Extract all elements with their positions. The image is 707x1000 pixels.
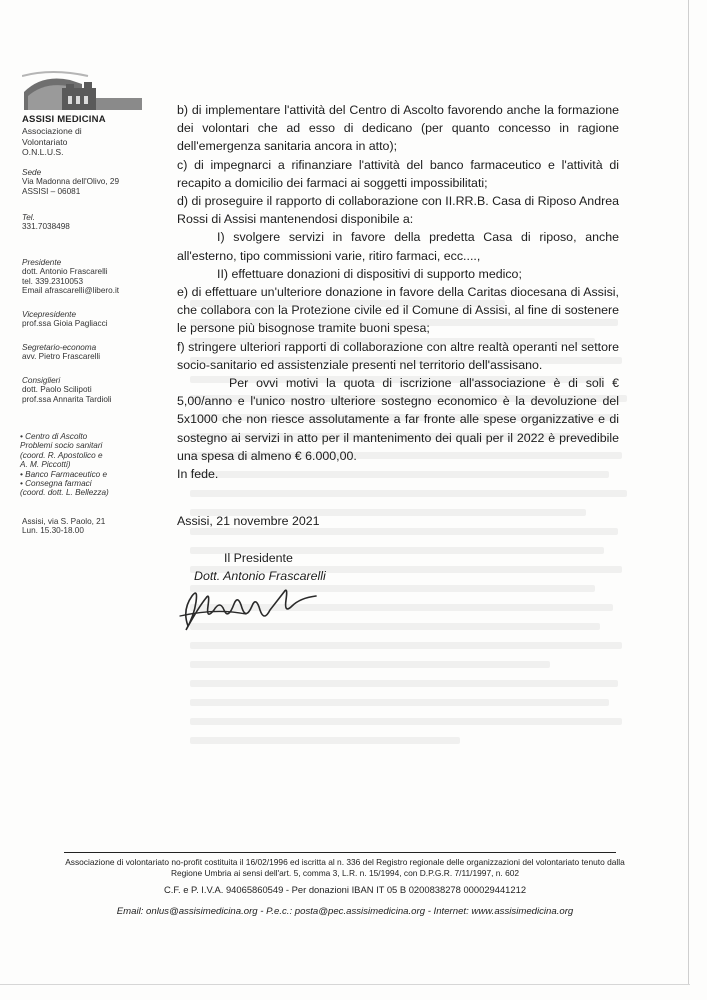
sidebar-note-line: • Consegna farmaci [20,479,92,489]
letter-date: Assisi, 21 novembre 2021 [177,514,320,528]
sidebar-presidente-line: Email afrascarelli@libero.it [22,286,120,296]
paragraph-f: f) stringere ulteriori rapporti di collaborazione con altre realtà operanti nel settore socio-sanitario ed assistenziale presenti nel territorio dell'assisano. [177,339,619,372]
sidebar-tel [22,213,157,232]
letter-body [177,101,619,483]
sidebar-address-line: Lun. 15.30-18.00 [22,526,84,536]
sidebar-tel-title: Tel. [22,213,35,222]
handwritten-signature [176,580,326,638]
sidebar-consiglieri-title: Consiglieri [22,376,61,385]
sidebar-segretario [22,343,157,362]
sidebar-sede-title: Sede [22,168,42,177]
sidebar-consiglieri-line: prof.ssa Annarita Tardioli [22,394,112,404]
sidebar-tel-line: 331.7038498 [22,222,70,232]
sidebar-note-line: A. M. Piccotti) [20,460,71,470]
org-name: ASSISI MEDICINA [22,114,106,125]
sidebar-presidente-line: tel. 339.2310053 [22,276,84,286]
sidebar-note-line: (coord. R. Apostolico e [20,450,103,460]
footer-registration: Associazione di volontariato no-profit costituita il 16/02/1996 ed iscritta al n. 336 del Registro regionale delle organizzazioni del volontariato tenuto dalla Regione Umbria ai sensi dell'art. 5, comma 3, L.R. n. 15/1994, con D.P.G.R. 7/11/1997, n. 602 [65,857,625,878]
footer-rule [64,852,616,853]
sidebar-presidente-title: Presidente [22,258,62,267]
paragraph-closing: Per ovvi motivi la quota di iscrizione all'associazione è di soli € 5,00/anno e l'unico nostro ulteriore sostegno economico è la devoluzione del 5x1000 che non riesce assolutamente a far fronte alle spese organizzative e di sostegno ai servizi in atto per il mantenimento dei quali per il 2022 è prevedibile una spesa di almeno € 6.000,00. [177,376,619,463]
sidebar-consiglieri [22,376,157,404]
footer-contacts: Email: onlus@assisimedicina.org - P.e.c.: posta@pec.assisimedicina.org - Internet: www.assisimedicina.org [116,906,574,917]
sidebar-note-line: Problemi socio sanitari [20,441,103,451]
paragraph-b: b) di implementare l'attività del Centro di Ascolto favorendo anche la formazione dei volontari che ad esso di dedicano (per quanto concesso in ragione dell'emergenza sanitaria ancora in atto); [177,103,619,154]
sidebar-address-line: Assisi, via S. Paolo, 21 [22,517,106,526]
sidebar-segretario-title: Segretario-economa [22,343,97,352]
paragraph-d: d) di proseguire il rapporto di collaborazione con II.RR.B. Casa di Riposo Andrea Rossi di Assisi mantenendosi disponibile a: [177,194,619,227]
org-subtitle-line: Associazione di [22,126,82,136]
sidebar-vicepresidente [22,310,157,329]
paragraph-d-item-1: I) svolgere servizi in favore della predetta Casa di riposo, anche all'esterno, tipo commissioni varie, ritiro farmaci, ecc...., [177,230,619,263]
paragraph-d-item-2: II) effettuare donazioni di dispositivi di supporto medico; [217,266,522,281]
president-name: Dott. Antonio Frascarelli [194,569,326,583]
org-subtitle-line: Volontariato [22,136,68,147]
sidebar-segretario-line: avv. Pietro Frascarelli [22,352,101,362]
sidebar-note-line: (coord. dott. L. Bellezza) [20,488,109,498]
sidebar-presidente [22,258,157,296]
sidebar-presidente-line: dott. Antonio Frascarelli [22,267,108,277]
sidebar-sede-line: Via Madonna dell'Olivo, 29 [22,177,119,187]
page-edge-bottom [0,984,690,985]
assisi-medicina-logo [22,70,142,112]
president-title: Il Presidente [224,551,293,565]
sidebar-consiglieri-line: dott. Paolo Scilipoti [22,385,92,395]
in-fede: In fede. [177,467,219,482]
sidebar-vicepresidente-title: Vicepresidente [22,310,77,319]
sidebar-note-line: • Centro di Ascolto [20,432,88,441]
sidebar-note-line: • Banco Farmaceutico e [20,469,108,479]
org-subtitle-line: O.N.L.U.S. [22,147,64,157]
sidebar-services-notes [20,432,160,498]
footer-fiscal: C.F. e P. I.V.A. 94065860549 - Per donazioni IBAN IT 05 B 0200838278 000029441212 [163,884,527,895]
page-edge-right [688,0,689,985]
org-subtitle [22,126,142,158]
paragraph-e: e) di effettuare un'ulteriore donazione in favore della Caritas diocesana di Assisi, che collabora con la Protezione civile ed il Comune di Assisi, al fine di sostenere le persone più bisognose tramite buoni spesa; [177,285,619,336]
paragraph-c: c) di impegnarci a rifinanziare l'attività del banco farmaceutico e l'attività di recapito a domicilio dei farmaci ai soggetti impossibilitati; [177,157,619,190]
sidebar-sede [22,168,157,196]
sidebar-office-address [22,517,105,536]
sidebar-vicepresidente-line: prof.ssa Gioia Pagliacci [22,319,108,329]
sidebar-sede-line: ASSISI – 06081 [22,186,81,196]
